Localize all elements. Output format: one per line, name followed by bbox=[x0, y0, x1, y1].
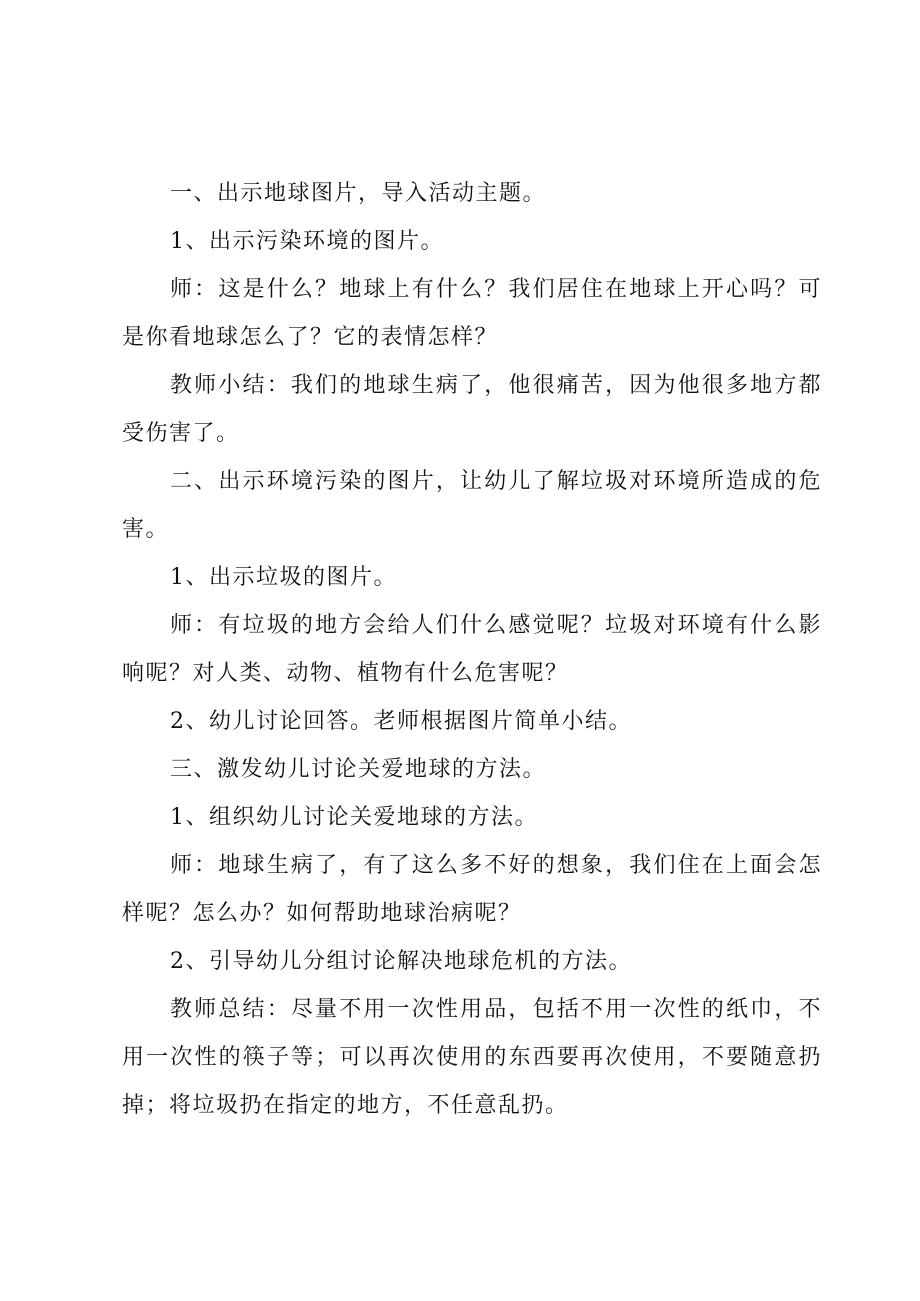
paragraph-teacher-conclusion: 教师总结：尽量不用一次性用品，包括不用一次性的纸巾，不用一次性的筷子等；可以再次使用的东西要再次使用，不要随意扔掉；将垃圾扔在指定的地方，不任意乱扔。 bbox=[122, 997, 822, 1118]
paragraph-step: 1、出示垃圾的图片。 bbox=[170, 565, 397, 590]
paragraph-section-1-heading: 一、出示地球图片，导入活动主题。 bbox=[170, 181, 547, 206]
paragraph-step: 1、出示污染环境的图片。 bbox=[170, 229, 444, 254]
paragraph-step: 2、幼儿讨论回答。老师根据图片简单小结。 bbox=[170, 709, 632, 734]
paragraph-teacher-question: 师：有垃圾的地方会给人们什么感觉呢？垃圾对环境有什么影响呢？对人类、动物、植物有什么危害呢？ bbox=[122, 613, 822, 686]
paragraph-step: 2、引导幼儿分组讨论解决地球危机的方法。 bbox=[170, 949, 632, 974]
paragraph-section-3-heading: 三、激发幼儿讨论关爱地球的方法。 bbox=[170, 757, 547, 782]
paragraph-step: 1、组织幼儿讨论关爱地球的方法。 bbox=[170, 805, 538, 830]
document-body bbox=[122, 170, 822, 1130]
paragraph-teacher-question: 师：地球生病了，有了这么多不好的想象，我们住在上面会怎样呢？怎么办？如何帮助地球治病呢？ bbox=[122, 853, 822, 926]
paragraph-teacher-summary: 教师小结：我们的地球生病了，他很痛苦，因为他很多地方都受伤害了。 bbox=[122, 373, 822, 446]
paragraph-teacher-question: 师：这是什么？地球上有什么？我们居住在地球上开心吗？可是你看地球怎么了？它的表情怎样？ bbox=[122, 277, 822, 350]
paragraph-section-2-heading: 二、出示环境污染的图片，让幼儿了解垃圾对环境所造成的危害。 bbox=[122, 469, 822, 542]
